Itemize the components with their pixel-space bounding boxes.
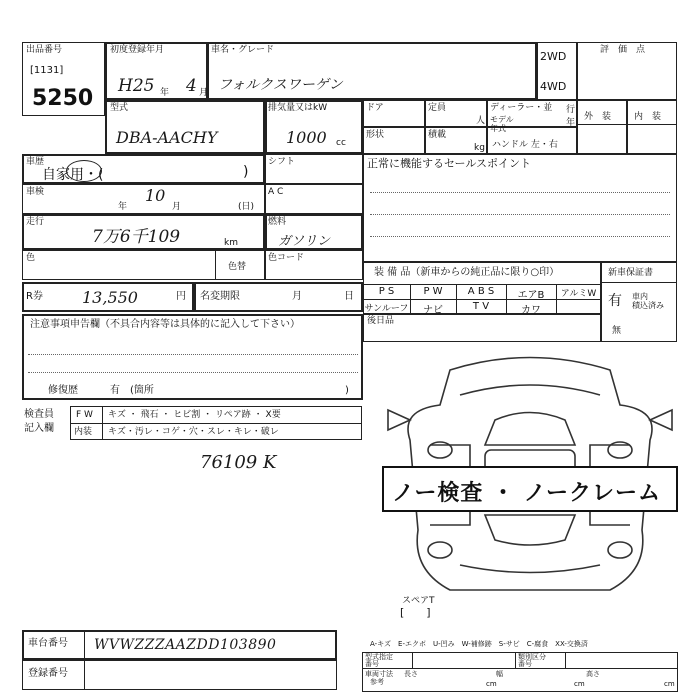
spare-label: スペアT bbox=[402, 596, 435, 606]
height-label: 高さ bbox=[586, 670, 600, 678]
in-label: 内装 bbox=[74, 427, 93, 437]
repair-close: ) bbox=[345, 385, 349, 396]
dealer-label: ディーラー・並 bbox=[490, 103, 553, 113]
cert-col-2 bbox=[515, 652, 516, 668]
shape-label: 形状 bbox=[366, 130, 385, 140]
seats-unit: 人 bbox=[476, 116, 486, 126]
in-items: キズ・汚レ・コゲ・穴・スレ・キレ・破レ bbox=[108, 427, 279, 437]
length-unit: cm bbox=[486, 680, 497, 688]
after-install-box bbox=[363, 314, 601, 342]
name-change-day: 日 bbox=[344, 291, 354, 302]
handle-label: ハンドル 左・右 bbox=[492, 140, 558, 150]
vin-label: 車台番号 bbox=[28, 638, 68, 649]
drive-4wd: 4WD bbox=[540, 80, 567, 93]
fw-items: キズ ・ 飛石 ・ ヒビ割 ・ リペア跡 ・ X要 bbox=[108, 410, 281, 420]
inspection-year-unit: 年 bbox=[118, 202, 128, 212]
model-label: 車名・グレード bbox=[211, 45, 275, 55]
ac-label: A C bbox=[268, 187, 284, 197]
cert-col-3 bbox=[565, 652, 566, 668]
model-cert-no: 番号 bbox=[365, 660, 379, 668]
inspector-table-divider bbox=[70, 423, 362, 424]
fuel-value: ガソリン bbox=[278, 234, 331, 249]
equipment-row-line-2 bbox=[363, 299, 601, 300]
width-label: 幅 bbox=[496, 670, 503, 678]
equip-ps: P S bbox=[378, 286, 395, 297]
reg-label: 初度登録年月 bbox=[110, 45, 165, 55]
warranty-yes-note: 車内 積込済み bbox=[632, 292, 664, 310]
notes-line-1 bbox=[28, 354, 358, 355]
drive-2wd: 2WD bbox=[540, 50, 567, 63]
inspection-month-unit: 月 bbox=[172, 202, 182, 212]
inspector-note: 76109 K bbox=[200, 452, 277, 473]
reg-no-divider bbox=[84, 660, 85, 690]
inspection-label: 車検 bbox=[26, 187, 45, 197]
reg-year-unit: 年 bbox=[160, 88, 170, 98]
color-divider bbox=[215, 250, 216, 280]
exterior-box bbox=[577, 100, 627, 154]
class-no: 番号 bbox=[518, 660, 532, 668]
model-value: フォルクスワーゲン bbox=[218, 77, 343, 93]
disp-unit: cc bbox=[336, 138, 346, 148]
paint-label: 色替 bbox=[228, 262, 247, 272]
length-label: 長さ bbox=[404, 670, 418, 678]
color-code-label: 色コード bbox=[268, 253, 305, 263]
warranty-yes: 有 bbox=[608, 293, 622, 309]
lot-sub: [1131] bbox=[30, 65, 64, 76]
interior-label: 内 装 bbox=[634, 112, 662, 122]
stamp-text: ノー検査 ・ ノークレーム bbox=[392, 481, 661, 506]
vin-divider bbox=[84, 630, 85, 660]
fuel-label: 燃料 bbox=[268, 217, 287, 227]
dealer-sub: 行 bbox=[566, 105, 576, 115]
usage-circle bbox=[66, 160, 102, 182]
usage-close: ) bbox=[243, 164, 249, 180]
mileage-value: 7万6千109 bbox=[92, 227, 181, 247]
equipment-label: 装 備 品（新車からの純正品に限り○印） bbox=[374, 267, 560, 278]
cert-col-1 bbox=[412, 652, 413, 668]
name-change-month: 月 bbox=[292, 291, 302, 302]
recycle-unit: 円 bbox=[176, 291, 186, 302]
reg-no-label: 登録番号 bbox=[28, 668, 68, 679]
inspector-label-1: 検査員 bbox=[24, 409, 54, 420]
lot-label: 出品番号 bbox=[26, 45, 63, 55]
equip-abs: A B S bbox=[467, 286, 495, 297]
after-install-label: 後日品 bbox=[367, 316, 395, 326]
seats-label: 定員 bbox=[428, 103, 447, 113]
usage-value: 自家用・( bbox=[42, 167, 104, 183]
height-unit: cm bbox=[664, 680, 675, 688]
inspector-table-col bbox=[102, 406, 103, 440]
reg-value: H25 bbox=[118, 76, 155, 96]
shift-label: シフト bbox=[268, 157, 296, 167]
mileage-unit: km bbox=[224, 238, 238, 248]
equip-tv: T V bbox=[472, 301, 490, 312]
fw-label: F W bbox=[76, 410, 93, 420]
reg-month-unit: 月 bbox=[199, 88, 209, 98]
spare-box: [ ] bbox=[400, 606, 431, 619]
dims-ref: 参考 bbox=[370, 678, 384, 686]
reg-no-box bbox=[22, 660, 337, 690]
recycle-value: 13,550 bbox=[82, 288, 138, 307]
door-label: ドア bbox=[366, 103, 384, 113]
type-label: 型式 bbox=[110, 103, 129, 113]
disp-value: 1000 bbox=[286, 128, 327, 147]
selling-line-2 bbox=[370, 214, 670, 215]
selling-line-3 bbox=[370, 236, 670, 237]
selling-points-label: 正常に機能するセールスポイント bbox=[367, 157, 532, 170]
interior-box bbox=[627, 100, 677, 154]
damage-legend: A-キズ E-エクボ U-凹み W-補修跡 S-サビ C-腐食 XX-交換済 bbox=[370, 640, 588, 648]
inspection-day-unit: (日) bbox=[238, 202, 255, 212]
width-unit: cm bbox=[574, 680, 585, 688]
vin-value: WVWZZZAAZDD103890 bbox=[94, 637, 277, 653]
inspection-box bbox=[22, 184, 265, 214]
load-unit: kg bbox=[474, 143, 485, 153]
inspection-month: 10 bbox=[145, 186, 166, 205]
dims-label: 車両寸法 bbox=[365, 670, 393, 678]
class-label: 類別区分 bbox=[518, 653, 546, 661]
repair-value: 有 (箇所 bbox=[110, 385, 154, 396]
usage-label: 車歴 bbox=[26, 157, 45, 167]
notes-line-2 bbox=[28, 372, 358, 373]
repair-label: 修復歴 bbox=[48, 385, 78, 396]
notes-label: 注意事項申告欄（不具合内容等は具体的に記入して下さい） bbox=[30, 319, 300, 330]
reg-month: 4 bbox=[186, 76, 197, 96]
selling-points-box bbox=[363, 154, 677, 262]
load-label: 積載 bbox=[428, 130, 447, 140]
equip-navi: ナビ bbox=[423, 305, 443, 316]
color-label: 色 bbox=[26, 253, 36, 263]
model-year-sub: 年 bbox=[566, 118, 576, 128]
lot-number: 5250 bbox=[32, 86, 94, 111]
equip-sunroof: サンルーフ bbox=[364, 304, 409, 314]
equipment-row-line-1 bbox=[363, 284, 601, 285]
exterior-label: 外 装 bbox=[584, 112, 612, 122]
recycle-label: R券 bbox=[26, 291, 43, 302]
warranty-label: 新車保証書 bbox=[608, 268, 654, 278]
disp-label: 排気量又はkW bbox=[268, 103, 328, 113]
equip-pw: P W bbox=[423, 286, 443, 297]
inspector-label-2: 記入欄 bbox=[24, 423, 54, 434]
mileage-label: 走行 bbox=[26, 217, 45, 227]
name-change-label: 名変期限 bbox=[200, 291, 240, 302]
model-year-label: モデル 年式 bbox=[490, 115, 514, 133]
model-cert-label: 型式指定 bbox=[365, 653, 393, 661]
equip-alloy: アルミW bbox=[560, 289, 597, 299]
type-value: DBA-AACHY bbox=[116, 128, 218, 147]
equip-leather: カワ bbox=[521, 305, 541, 316]
warranty-divider bbox=[601, 282, 677, 283]
score-label: 評 価 点 bbox=[600, 45, 646, 55]
selling-line-1 bbox=[370, 192, 670, 193]
score-divider bbox=[577, 124, 677, 125]
warranty-no: 無 bbox=[612, 326, 622, 336]
equip-airbag: エアB bbox=[517, 290, 545, 301]
